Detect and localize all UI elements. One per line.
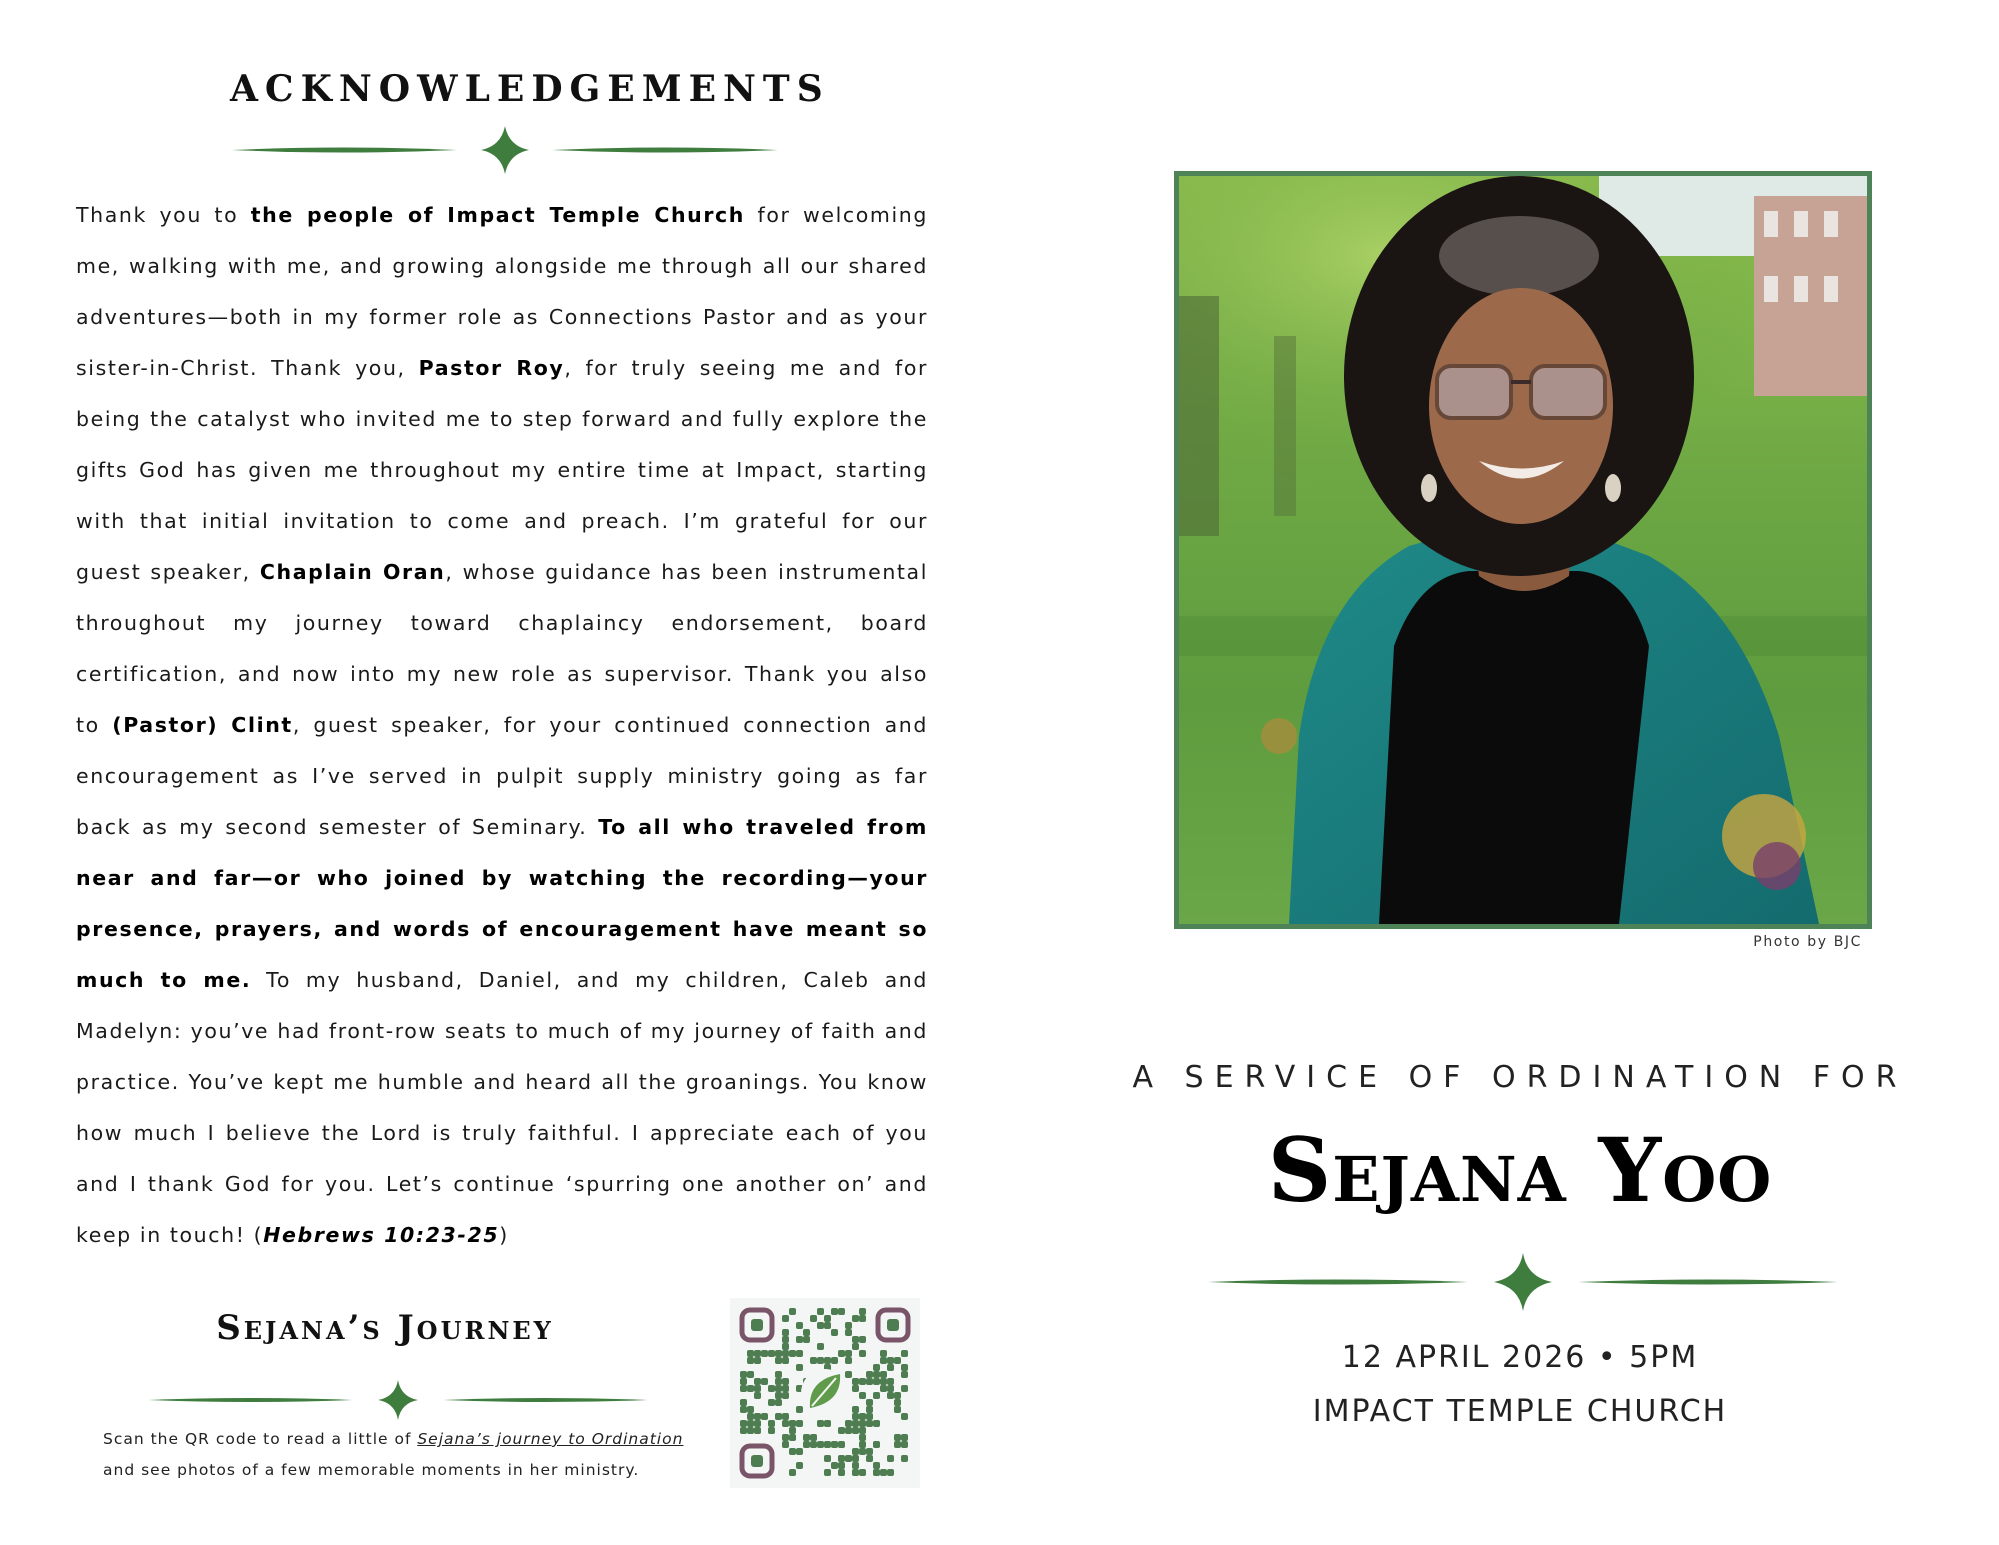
qr-module — [747, 1427, 754, 1434]
qr-module — [782, 1336, 789, 1343]
qr-module — [887, 1378, 894, 1385]
qr-module — [768, 1399, 775, 1406]
qr-finder-top-right — [878, 1310, 908, 1340]
qr-module — [845, 1329, 852, 1336]
qr-module — [831, 1462, 838, 1469]
qr-module — [894, 1399, 901, 1406]
qr-module — [859, 1441, 866, 1448]
qr-module — [796, 1406, 803, 1413]
qr-module — [894, 1434, 901, 1441]
qr-module — [894, 1441, 901, 1448]
qr-module — [873, 1378, 880, 1385]
qr-module — [782, 1357, 789, 1364]
qr-module — [866, 1378, 873, 1385]
qr-module — [796, 1420, 803, 1427]
ack-text-segment: Thank you to — [76, 203, 251, 227]
qr-module — [747, 1413, 754, 1420]
qr-module — [761, 1350, 768, 1357]
qr-module — [859, 1413, 866, 1420]
ordinand-name: Sejana Yoo — [1267, 1118, 1773, 1222]
qr-module — [852, 1462, 859, 1469]
qr-module — [740, 1420, 747, 1427]
qr-module — [887, 1455, 894, 1462]
acknowledgements-text — [76, 190, 928, 1261]
qr-module — [747, 1406, 754, 1413]
qr-module — [838, 1469, 845, 1476]
qr-module — [782, 1385, 789, 1392]
qr-module — [803, 1329, 810, 1336]
qr-module — [859, 1315, 866, 1322]
qr-module — [880, 1350, 887, 1357]
qr-module — [747, 1350, 754, 1357]
qr-module — [754, 1385, 761, 1392]
qr-module — [824, 1469, 831, 1476]
ack-text-segment: , guest speaker, for your continued connection and encouragement as I’ve served in pulpit supply ministry going as far back as my second semester of Seminary. — [76, 713, 928, 839]
qr-module — [894, 1357, 901, 1364]
qr-module — [817, 1441, 824, 1448]
qr-module — [873, 1392, 880, 1399]
qr-module — [817, 1343, 824, 1350]
qr-module — [887, 1385, 894, 1392]
qr-module — [782, 1329, 789, 1336]
qr-module — [894, 1406, 901, 1413]
qr-module — [796, 1322, 803, 1329]
qr-module — [789, 1308, 796, 1315]
qr-module — [866, 1448, 873, 1455]
qr-module — [775, 1413, 782, 1420]
qr-module — [880, 1469, 887, 1476]
qr-module — [803, 1434, 810, 1441]
qr-module — [901, 1364, 908, 1371]
ack-text-segment: for welcoming me, walking with me, and growing alongside me through all our shared adventures—both in my former role as Connections Pastor and as your sister-in-Christ. Thank you, — [76, 203, 928, 380]
qr-module — [810, 1357, 817, 1364]
qr-module — [796, 1448, 803, 1455]
qr-module — [880, 1378, 887, 1385]
qr-module — [901, 1371, 908, 1378]
qr-module — [775, 1392, 782, 1399]
qr-module — [880, 1357, 887, 1364]
qr-module — [901, 1434, 908, 1441]
qr-module — [859, 1350, 866, 1357]
qr-module — [775, 1371, 782, 1378]
qr-module — [859, 1308, 866, 1315]
qr-module — [824, 1420, 831, 1427]
qr-module — [852, 1420, 859, 1427]
service-heading: A SERVICE OF ORDINATION FOR — [1132, 1060, 1908, 1095]
name-divider — [1208, 1250, 1838, 1314]
qr-module — [887, 1392, 894, 1399]
qr-module — [824, 1455, 831, 1462]
journey-caption — [103, 1424, 723, 1486]
qr-module — [789, 1420, 796, 1427]
qr-module — [866, 1455, 873, 1462]
qr-module — [859, 1469, 866, 1476]
qr-module — [838, 1427, 845, 1434]
four-point-star-icon — [481, 126, 529, 174]
qr-module — [845, 1455, 852, 1462]
qr-module — [873, 1462, 880, 1469]
qr-module — [866, 1420, 873, 1427]
qr-module — [775, 1399, 782, 1406]
qr-module — [754, 1413, 761, 1420]
qr-module — [782, 1343, 789, 1350]
qr-code[interactable] — [730, 1298, 920, 1488]
qr-finder-bottom-left — [742, 1446, 772, 1476]
qr-module — [824, 1357, 831, 1364]
qr-module — [789, 1434, 796, 1441]
qr-module — [873, 1420, 880, 1427]
qr-module — [859, 1420, 866, 1427]
qr-finder-top-left — [742, 1310, 772, 1340]
qr-module — [873, 1371, 880, 1378]
qr-module — [859, 1434, 866, 1441]
ack-text-segment: , for truly seeing me and for being the catalyst who invited me to step forward and fully explore the gifts God has given me throughout my entire time at Impact, starting with that initial invitation to come and preach. I’m grateful for our guest speaker, — [76, 356, 929, 584]
qr-module — [775, 1378, 782, 1385]
qr-module — [789, 1469, 796, 1476]
ack-emphasis: (Pastor) Clint — [112, 713, 293, 737]
journey-link[interactable]: Sejana’s journey to Ordination — [417, 1430, 684, 1448]
qr-module — [838, 1441, 845, 1448]
qr-module — [838, 1462, 845, 1469]
qr-module — [824, 1322, 831, 1329]
qr-module — [845, 1371, 852, 1378]
qr-module — [887, 1364, 894, 1371]
qr-module — [852, 1406, 859, 1413]
qr-module — [747, 1420, 754, 1427]
qr-module — [789, 1350, 796, 1357]
portrait-photo — [1174, 171, 1872, 929]
qr-module — [852, 1455, 859, 1462]
qr-module — [782, 1434, 789, 1441]
qr-module — [747, 1357, 754, 1364]
qr-module — [838, 1350, 845, 1357]
qr-module — [887, 1469, 894, 1476]
qr-module — [831, 1441, 838, 1448]
qr-module — [866, 1399, 873, 1406]
qr-module — [845, 1357, 852, 1364]
qr-module — [859, 1427, 866, 1434]
acknowledgements-title: ACKNOWLEDGEMENTS — [230, 68, 830, 110]
ack-emphasis: To all who traveled from near and far—or who joined by watching the recording—your presence, prayers, and words of encouragement have meant so much to me. — [76, 815, 928, 992]
qr-module — [803, 1336, 810, 1343]
qr-module — [831, 1308, 838, 1315]
qr-module — [817, 1357, 824, 1364]
leaf-icon — [801, 1369, 849, 1417]
ack-emphasis: the people of Impact Temple Church — [250, 203, 746, 227]
qr-module — [747, 1371, 754, 1378]
qr-module — [810, 1434, 817, 1441]
qr-module — [852, 1413, 859, 1420]
qr-module — [782, 1392, 789, 1399]
qr-module — [782, 1420, 789, 1427]
qr-module — [768, 1420, 775, 1427]
qr-module — [901, 1413, 908, 1420]
qr-module — [852, 1448, 859, 1455]
qr-module — [810, 1315, 817, 1322]
qr-module — [852, 1343, 859, 1350]
acknowledgements-divider — [232, 122, 778, 178]
qr-module — [824, 1315, 831, 1322]
qr-module — [817, 1420, 824, 1427]
ack-emphasis: Pastor Roy — [418, 356, 565, 380]
qr-module — [740, 1427, 747, 1434]
qr-module — [747, 1385, 754, 1392]
qr-module — [880, 1371, 887, 1378]
service-date: 12 APRIL 2026 • 5PM — [1341, 1340, 1699, 1375]
church-name: IMPACT TEMPLE CHURCH — [1312, 1394, 1728, 1429]
qr-module — [803, 1441, 810, 1448]
qr-module — [740, 1399, 747, 1406]
qr-module — [852, 1385, 859, 1392]
qr-module — [740, 1371, 747, 1378]
qr-module — [880, 1385, 887, 1392]
qr-module — [859, 1378, 866, 1385]
qr-module — [901, 1385, 908, 1392]
qr-module — [873, 1441, 880, 1448]
qr-module — [838, 1455, 845, 1462]
ack-text-segment: To my husband, Daniel, and my children, Caleb and Madelyn: you’ve had front-row seats to much of my journey of faith and practice. You’ve kept me humble and heard all the groanings. You know how much I believe the Lord is truly faithful. I appreciate each of you and I thank God for you. Let’s continue ‘spurring one another on’ and keep in touch! ( — [76, 968, 929, 1247]
qr-module — [796, 1336, 803, 1343]
qr-module — [873, 1364, 880, 1371]
qr-module — [852, 1378, 859, 1385]
qr-module — [852, 1469, 859, 1476]
qr-module — [754, 1350, 761, 1357]
qr-module — [782, 1315, 789, 1322]
qr-module — [768, 1427, 775, 1434]
qr-module — [831, 1329, 838, 1336]
ack-text-segment: , whose guidance has been instrumental throughout my journey toward chaplaincy endorsement, board certification, and now into my new role as supervisor. Thank you also to — [76, 560, 929, 737]
qr-module — [866, 1413, 873, 1420]
qr-module — [845, 1420, 852, 1427]
qr-module — [740, 1378, 747, 1385]
qr-module — [782, 1350, 789, 1357]
ack-text-segment: ) — [499, 1223, 509, 1247]
qr-module — [754, 1357, 761, 1364]
journey-title: Sejana’s Journey — [216, 1308, 554, 1348]
qr-module — [754, 1392, 761, 1399]
qr-module — [838, 1308, 845, 1315]
qr-module — [775, 1385, 782, 1392]
qr-module — [852, 1427, 859, 1434]
qr-module — [824, 1441, 831, 1448]
qr-module — [754, 1420, 761, 1427]
qr-module — [845, 1427, 852, 1434]
qr-module — [761, 1413, 768, 1420]
qr-module — [817, 1322, 824, 1329]
qr-module — [845, 1322, 852, 1329]
photo-credit: Photo by BJC — [1753, 934, 1862, 950]
ack-emphasis: Chaplain Oran — [259, 560, 446, 584]
qr-module — [775, 1357, 782, 1364]
qr-module — [831, 1357, 838, 1364]
qr-module — [845, 1350, 852, 1357]
journey-caption-prefix: Scan the QR code to read a little of — [103, 1430, 418, 1448]
qr-module — [754, 1378, 761, 1385]
qr-module — [796, 1364, 803, 1371]
qr-module — [901, 1441, 908, 1448]
four-point-star-icon — [1494, 1253, 1552, 1311]
qr-module — [782, 1378, 789, 1385]
qr-module — [866, 1406, 873, 1413]
qr-module — [761, 1378, 768, 1385]
qr-module — [789, 1448, 796, 1455]
qr-module — [901, 1455, 908, 1462]
qr-module — [894, 1392, 901, 1399]
ack-emphasis: Hebrews 10:23-25 — [263, 1223, 500, 1247]
qr-module — [754, 1427, 761, 1434]
journey-caption-suffix: and see photos of a few memorable moments in her ministry. — [103, 1461, 640, 1479]
qr-module — [866, 1371, 873, 1378]
journey-divider — [148, 1378, 648, 1422]
qr-module — [775, 1350, 782, 1357]
qr-module — [859, 1392, 866, 1399]
qr-module — [740, 1385, 747, 1392]
qr-module — [852, 1336, 859, 1343]
qr-module — [852, 1315, 859, 1322]
qr-module — [859, 1448, 866, 1455]
qr-module — [782, 1413, 789, 1420]
qr-module — [810, 1441, 817, 1448]
qr-module — [789, 1427, 796, 1434]
qr-module — [740, 1406, 747, 1413]
qr-module — [796, 1350, 803, 1357]
qr-module — [901, 1350, 908, 1357]
qr-module — [887, 1357, 894, 1364]
qr-module — [817, 1308, 824, 1315]
qr-module — [859, 1336, 866, 1343]
qr-module — [768, 1350, 775, 1357]
qr-module — [796, 1462, 803, 1469]
qr-module — [768, 1385, 775, 1392]
qr-module — [782, 1441, 789, 1448]
four-point-star-icon — [378, 1380, 418, 1420]
qr-module — [873, 1469, 880, 1476]
